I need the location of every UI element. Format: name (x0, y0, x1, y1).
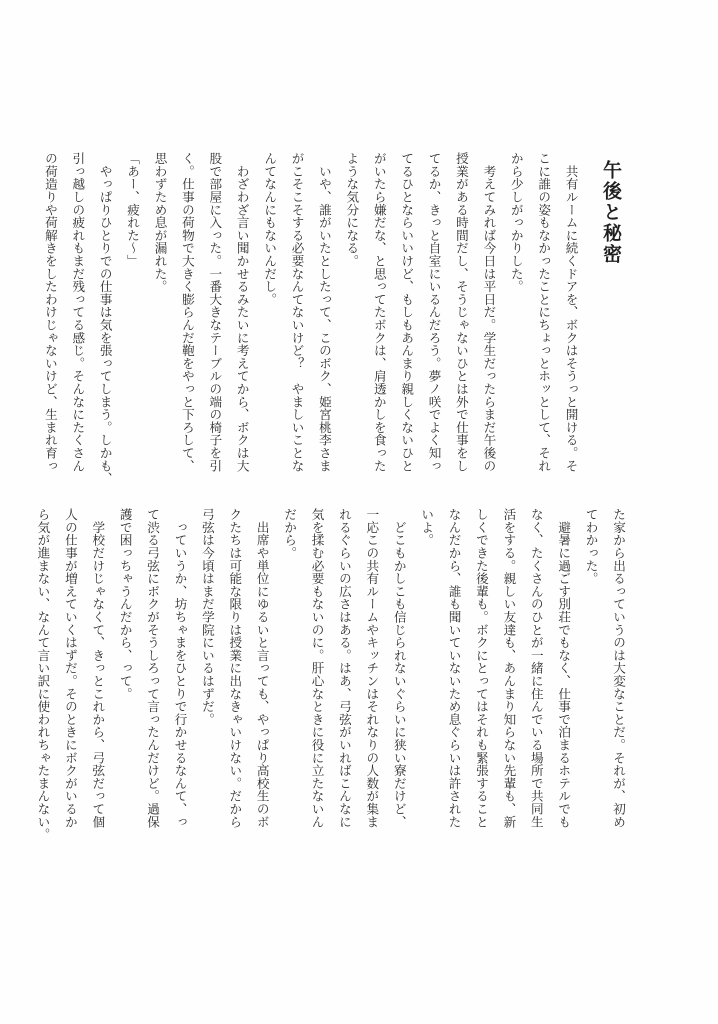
text-line: こに誰の姿もなかったことにちょっとホッとして、それ (536, 152, 552, 472)
text-line: だから。 (282, 508, 298, 560)
text-line: どこもかしこも信じられないぐらいに狭い寮だけど、 (391, 508, 407, 828)
bottom-text-block (35, 508, 632, 900)
text-line: なんだから、誰も聞いていないため息ぐらいは許された (446, 508, 462, 828)
text-line: の荷造りや荷解きをしたわけじゃないけど、生まれ育っ (42, 152, 58, 472)
text-line: てわかった。 (583, 508, 599, 585)
text-line: れるぐらいの広さはある。はあ、弓弦がいればこんなに (336, 508, 352, 828)
text-line: なく、たくさんのひとが一緒に住んでいる場所で共同生 (528, 508, 544, 828)
text-line: 考えてみれば今日は平日だ。学生だったらまだ午後の (481, 152, 497, 472)
text-line: 引っ越しの疲れもまだ残ってる感じ。そんなにたくさん (70, 152, 86, 472)
text-line: 学校だけじゃなくて、きっとこれから、弓弦だって個 (90, 508, 106, 828)
text-line: わざわざ言い聞かせるみたいに考えてから、ボクは大 (234, 152, 250, 472)
text-line: っていうか、坊ちゃまをひとりで行かせるなんて、っ (172, 508, 188, 828)
text-line: から少しがっかりした。 (508, 152, 524, 293)
text-line: 出席や単位にゆるいと言っても、やっぱり高校生のボ (254, 508, 270, 828)
text-line: ような気分になる。 (344, 152, 360, 268)
text-line: 避暑に過ごす別荘でもなく、仕事で泊まるホテルでも (556, 508, 572, 828)
text-line: ら気が進まない、なんて言い訳に使われちゃたまんない。 (35, 508, 51, 841)
text-line: 一応この共有ルームやキッチンはそれなりの人数が集ま (364, 508, 380, 828)
text-line: しくできた後輩も。ボクにとってはそれも緊張すること (473, 508, 489, 828)
text-line: てるひとならいいけど、もしもあんまり親しくないひと (399, 152, 415, 472)
text-line: 護で困っちゃうんだから、って。 (117, 508, 133, 700)
text-line: がこそこそする必要なんてないけど？ やましいことな (289, 152, 305, 472)
text-line: いや、誰がいたとしたって、このボク、姫宮桃李さま (316, 152, 332, 472)
text-line: て渋る弓弦にボクがそうしろって言ったんだけど。過保 (145, 508, 161, 828)
text-line: 授業がある時間だし、そうじゃないひとは外で仕事をし (453, 152, 469, 472)
text-line: 股で部屋に入った。一番大きなテーブルの端の椅子を引 (207, 152, 223, 472)
text-line: んてなんにもないんだし。 (262, 152, 278, 306)
text-line: 思わずため息が漏れた。 (152, 152, 168, 293)
text-line: く。仕事の荷物で大きく膨らんだ鞄をやっと下ろして、 (179, 152, 195, 472)
text-line: やっぱりひとりでの仕事は気を張ってしまう。しかも、 (97, 152, 113, 485)
text-line: 共有ルームに続くドアを、ボクはそうっと開ける。そ (563, 152, 579, 472)
top-text-block (42, 152, 632, 504)
text-line: 「あー、疲れた〜」 (125, 152, 141, 268)
text-line: 人の仕事が増えていくはずだ。そのときにボクがいるか (62, 508, 78, 828)
text-line: 気を揉む必要もないのに。肝心なときに役に立たないん (309, 508, 325, 828)
text-line: 弓弦は今頃はまだ学院にいるはずだ。 (199, 508, 215, 726)
text-line: てるか、きっと自室にいるんだろう。夢ノ咲でよく知っ (426, 152, 442, 472)
text-line: がいたら嫌だな、と思ってたボクは、肩透かしを食った (371, 152, 387, 472)
chapter-title: 午後と秘密 (600, 160, 622, 265)
text-line: た家から出るっていうのは大変なことだ。それが、初め (611, 508, 626, 828)
text-line: いよ。 (419, 508, 435, 547)
text-line: 活をする。親しい友達も、あんまり知らない先輩も、新 (501, 508, 517, 828)
text-line: クたちは可能な限りは授業に出なきゃいけない。だから (227, 508, 243, 828)
